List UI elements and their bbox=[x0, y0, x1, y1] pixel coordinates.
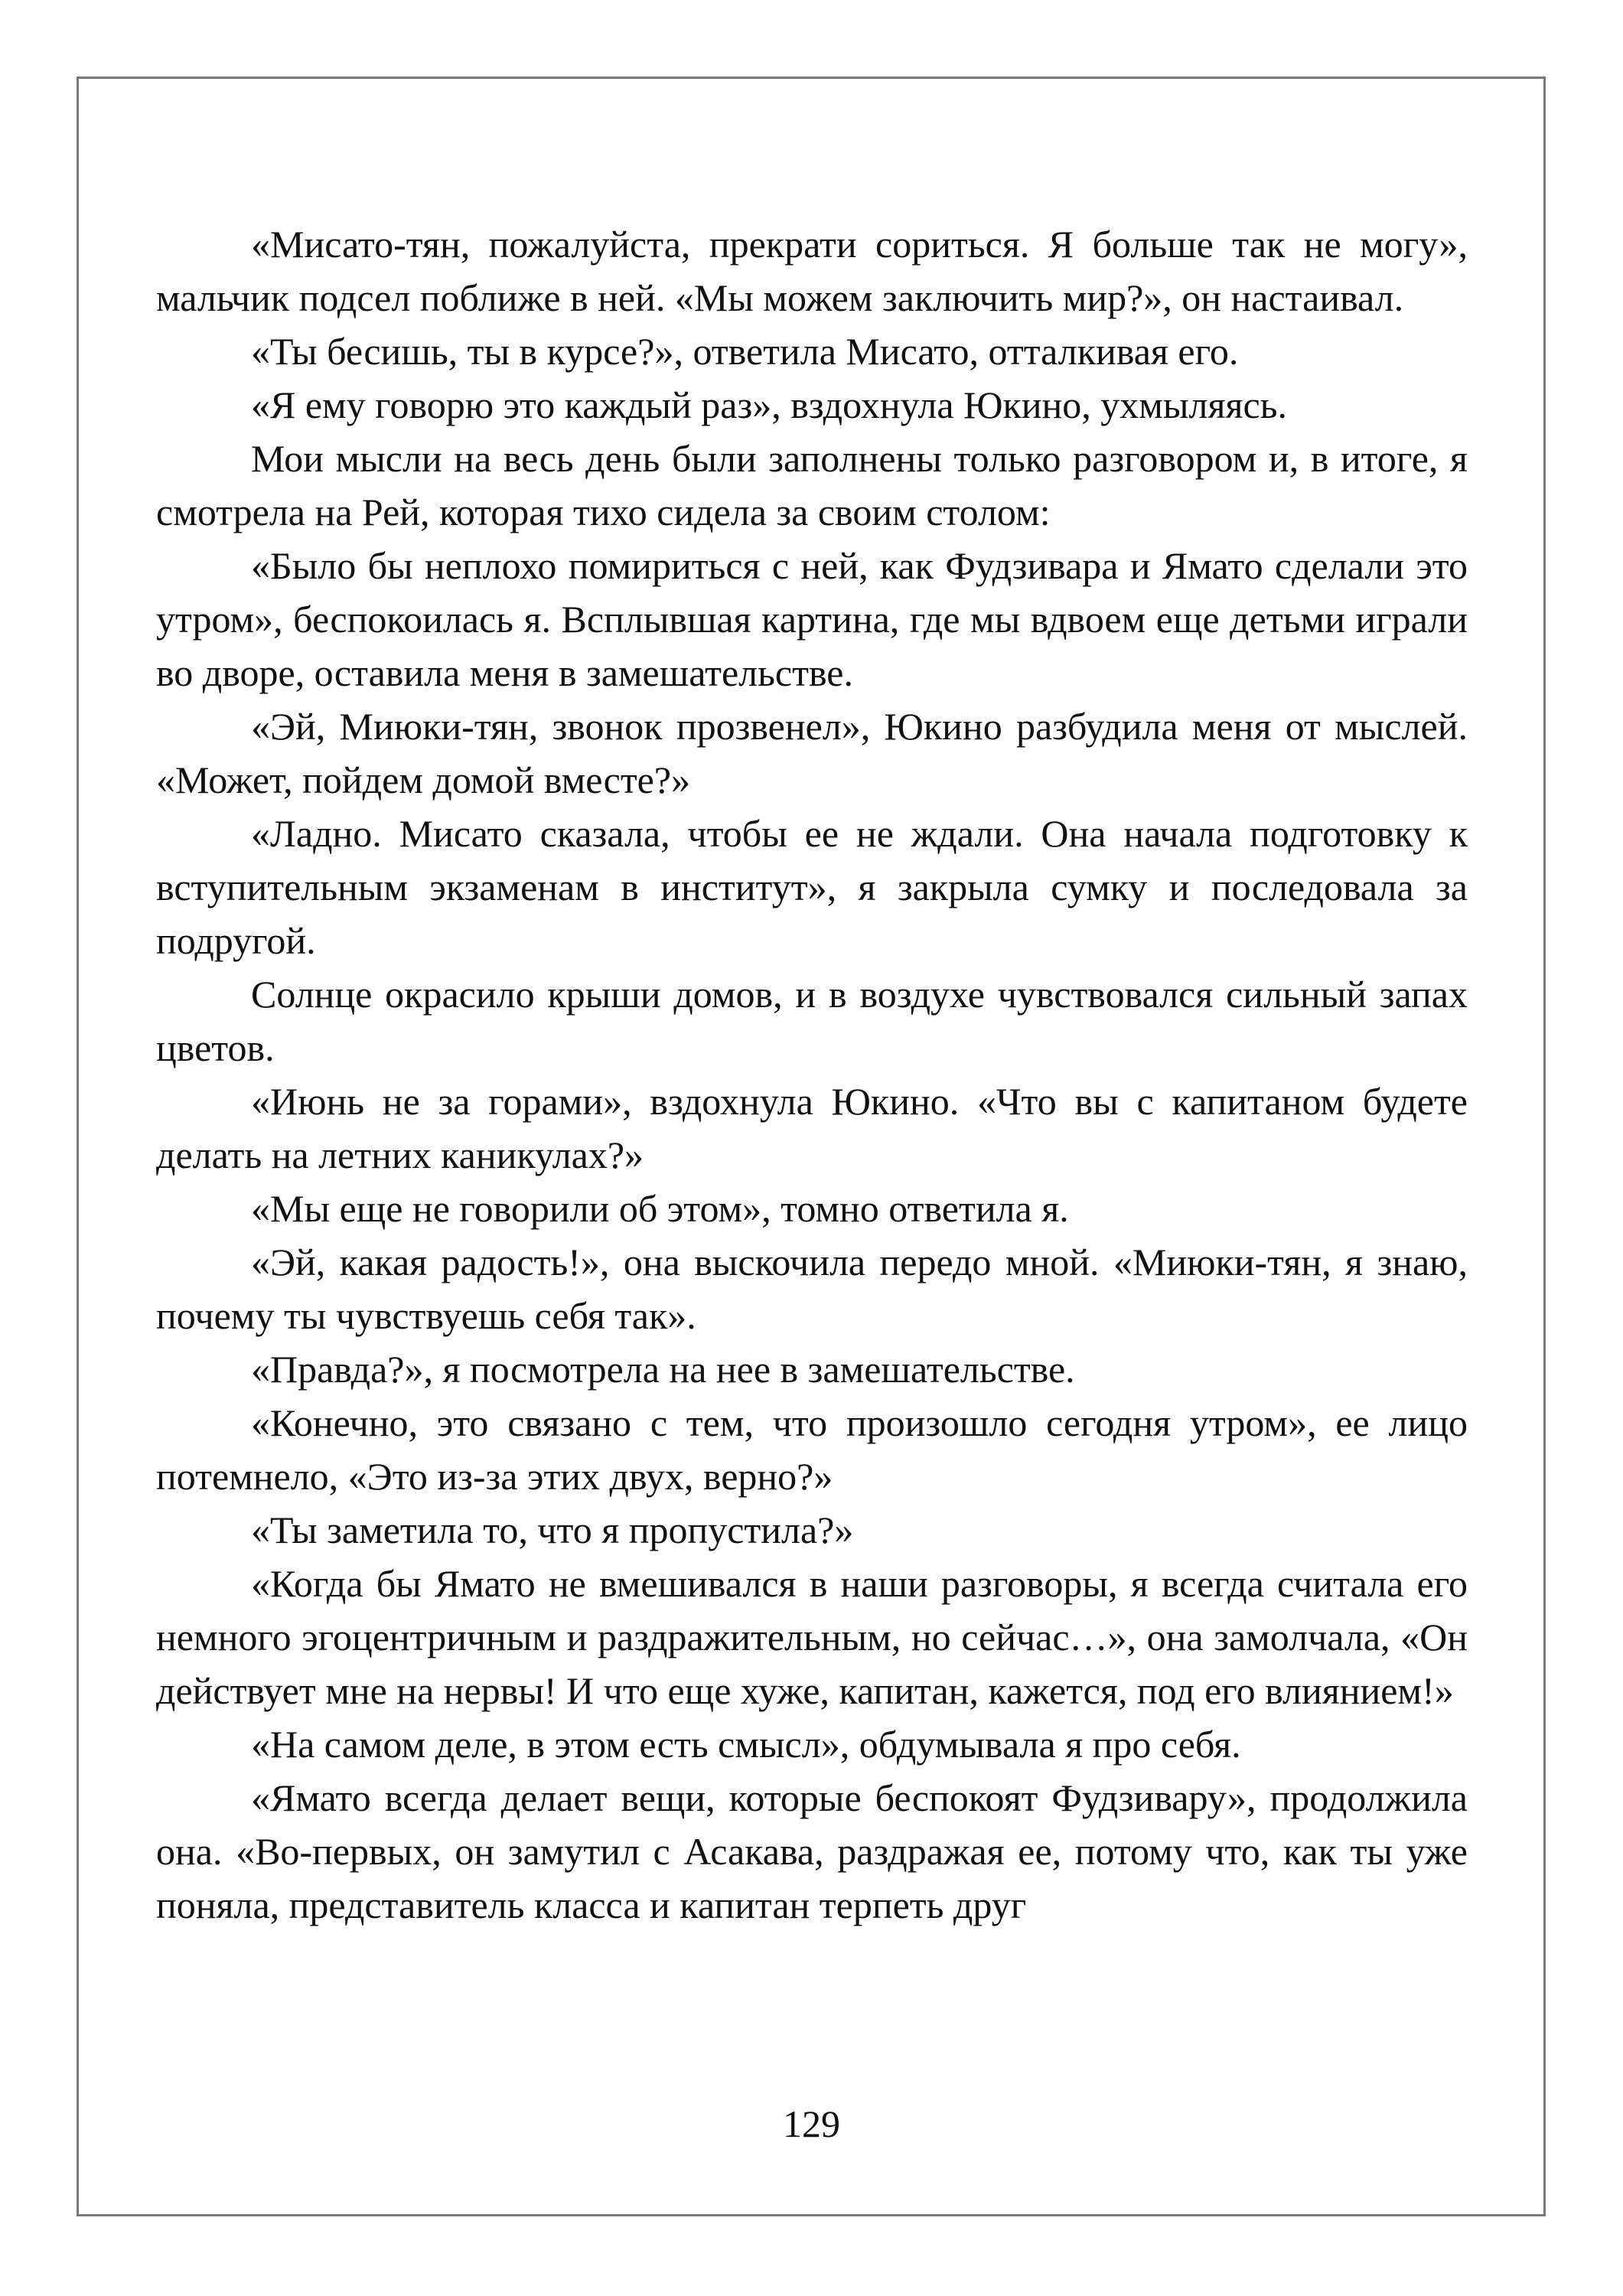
paragraph: «На самом деле, в этом есть смысл», обдумывала я про себя. bbox=[251, 1723, 1241, 1766]
paragraph: «Было бы неплохо помириться с ней, как Фудзивара и Ямато сделали это утром», беспокоилась я. Всплывшая картина, где мы вдвоем еще детьми играли во дворе, оставила меня в замешательстве. bbox=[156, 544, 1468, 694]
paragraph: «Ты бесишь, ты в курсе?», ответила Мисато, отталкивая его. bbox=[251, 330, 1239, 373]
paragraph: «Правда?», я посмотрела на нее в замешательстве. bbox=[251, 1348, 1075, 1391]
page-number: 129 bbox=[783, 2102, 840, 2145]
paragraph: Мои мысли на весь день были заполнены только разговором и, в итоге, я смотрела на Рей, которая тихо сидела за своим столом: bbox=[156, 437, 1468, 533]
paragraph: «Июнь не за горами», вздохнула Юкино. «Что вы с капитаном будете делать на летних каникулах?» bbox=[156, 1080, 1468, 1176]
paragraph: «Конечно, это связано с тем, что произошло сегодня утром», ее лицо потемнело, «Это из-за этих двух, верно?» bbox=[156, 1401, 1468, 1498]
paragraph: «Эй, какая радость!», она выскочила передо мной. «Миюки-тян, я знаю, почему ты чувствуешь себя так». bbox=[156, 1241, 1468, 1337]
paragraph: «Ямато всегда делает вещи, которые беспокоят Фудзивару», продолжила она. «Во-первых, он замутил с Асакава, раздражая ее, потому что, как ты уже поняла, представитель класса и капитан терпеть друг bbox=[156, 1776, 1468, 1926]
paragraph: «Я ему говорю это каждый раз», вздохнула Юкино, ухмыляясь. bbox=[251, 383, 1287, 426]
paragraph: «Мисато-тян, пожалуйста, прекрати сориться. Я больше так не могу», мальчик подсел поближе в ней. «Мы можем заключить мир?», он настаивал. bbox=[156, 223, 1468, 319]
paragraph: «Ты заметила то, что я пропустила?» bbox=[251, 1508, 854, 1551]
paragraph: «Эй, Миюки-тян, звонок прозвенел», Юкино разбудила меня от мыслей. «Может, пойдем домой вместе?» bbox=[156, 705, 1468, 801]
paragraph: Солнце окрасило крыши домов, и в воздухе чувствовался сильный запах цветов. bbox=[156, 973, 1468, 1069]
paragraph: «Мы еще не говорили об этом», томно ответила я. bbox=[251, 1187, 1069, 1230]
paragraph: «Когда бы Ямато не вмешивался в наши разговоры, я всегда считала его немного эгоцентричным и раздражительным, но сейчас…», она замолчала, «Он действует мне на нервы! И что еще хуже, капитан, кажется, под его влиянием!» bbox=[156, 1562, 1468, 1712]
paragraph: «Ладно. Мисато сказала, чтобы ее не ждали. Она начала подготовку к вступительным экзаменам в институт», я закрыла сумку и последовала за подругой. bbox=[156, 812, 1468, 962]
body-text bbox=[156, 217, 1468, 1932]
